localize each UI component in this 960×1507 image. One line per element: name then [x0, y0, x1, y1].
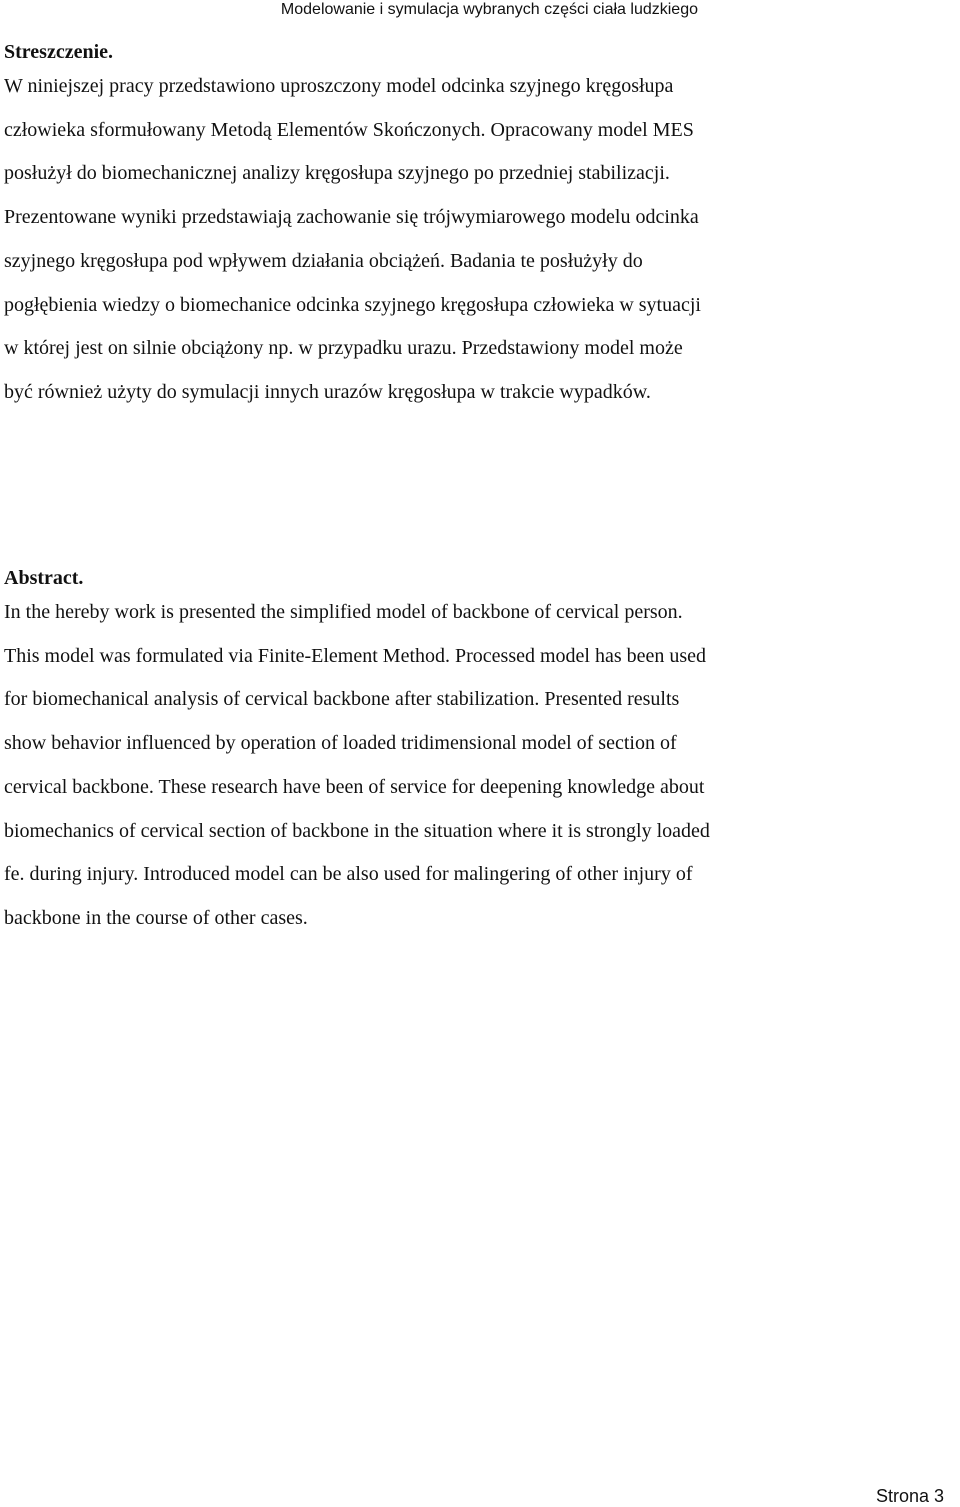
page-number: Strona 3 — [875, 1486, 944, 1506]
streszczenie-line: człowieka sformułowany Metodą Elementów Skończonych. Opracowany model MES — [4, 118, 694, 141]
abstract-line: biomechanics of cervical section of backbone in the situation where it is strongly loaded — [4, 819, 710, 842]
abstract-line: for biomechanical analysis of cervical backbone after stabilization. Presented results — [4, 688, 680, 711]
streszczenie-line: Prezentowane wyniki przedstawiają zachowanie się trójwymiarowego modelu odcinka — [4, 206, 699, 229]
streszczenie-line: posłużył do biomechanicznej analizy kręgosłupa szyjnego po przedniej stabilizacji. — [4, 162, 670, 185]
abstract-line: In the hereby work is presented the simplified model of backbone of cervical person. — [4, 601, 683, 623]
abstract-line: This model was formulated via Finite-Element Method. Processed model has been used — [4, 644, 707, 667]
streszczenie-line: być również użyty do symulacji innych urazów kręgosłupa w trakcie wypadków. — [4, 380, 651, 403]
streszczenie-line: W niniejszej pracy przedstawiono uproszczony model odcinka szyjnego kręgosłupa — [4, 75, 674, 97]
abstract-heading: Abstract. — [4, 567, 84, 589]
streszczenie-heading: Streszczenie. — [4, 41, 114, 63]
abstract-line: fe. during injury. Introduced model can be also used for malingering of other injury of — [4, 863, 693, 886]
abstract-section — [4, 566, 904, 941]
streszczenie-paragraph — [4, 65, 904, 415]
streszczenie-line: szyjnego kręgosłupa pod wpływem działania obciążeń. Badania te posłużyły do — [4, 249, 643, 272]
streszczenie-section — [4, 40, 904, 415]
abstract-line: cervical backbone. These research have been of service for deepening knowledge about — [4, 775, 705, 798]
abstract-line: show behavior influenced by operation of loaded tridimensional model of section of — [4, 732, 677, 755]
abstract-paragraph — [4, 591, 904, 941]
abstract-line: backbone in the course of other cases. — [4, 906, 308, 929]
streszczenie-line: pogłębienia wiedzy o biomechanice odcinka szyjnego kręgosłupa człowieka w sytuacji — [4, 293, 701, 316]
streszczenie-line: w której jest on silnie obciążony np. w przypadku urazu. Przedstawiony model może — [4, 337, 683, 360]
running-header: Modelowanie i symulacja wybranych części ciała ludzkiego — [280, 1, 698, 18]
